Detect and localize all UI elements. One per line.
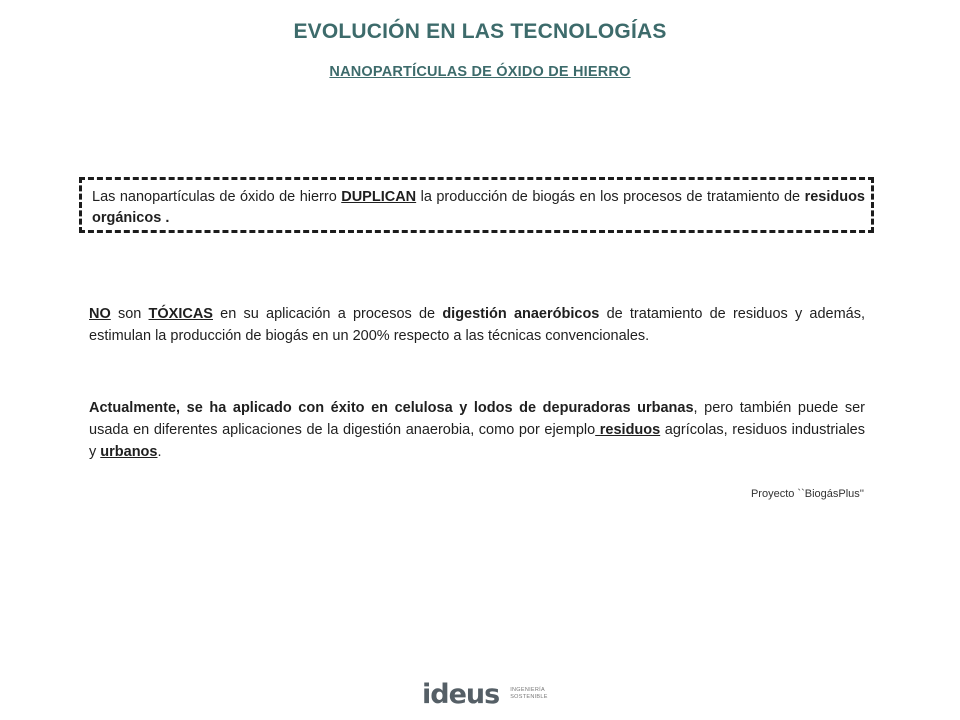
para1-text-1: son (110, 306, 149, 322)
ideus-logo (422, 677, 548, 711)
paragraph-toxicity (89, 303, 865, 347)
para1-no: NO (89, 306, 111, 322)
box-emphasis-duplican: DUPLICAN (341, 189, 417, 205)
logo-tag-line1: INGENIERÍA (510, 687, 545, 693)
logo-tag-line2: SOSTENIBLE (510, 694, 548, 700)
para1-text-2: en su aplicación a procesos de (212, 306, 443, 322)
highlight-text (92, 187, 865, 229)
para2-text-2: agrícolas, residuos industriales y (89, 422, 865, 460)
para2-residuos: residuos (595, 422, 661, 438)
para1-digestion: digestión anaeróbicos (442, 306, 600, 322)
para2-urbanos: urbanos (100, 444, 158, 460)
box-emphasis-residuos: residuos orgánicos . (92, 189, 865, 226)
logo-wordmark: ideus (422, 678, 500, 710)
logo-tagline (510, 687, 548, 701)
highlight-box (79, 177, 874, 233)
page-subtitle: NANOPARTÍCULAS DE ÓXIDO DE HIERRO (329, 64, 631, 80)
para2-text-1: , pero también puede ser usada en diferentes aplicaciones de la digestión anaerobia, como por ejemplo (89, 400, 865, 438)
para2-text-3: . (157, 444, 162, 460)
box-text-2: la producción de biogás en los procesos de tratamiento de (416, 189, 805, 205)
para1-text-3: de tratamiento de residuos y además, estimulan la producción de biogás en un 200% respecto a las técnicas convencionales. (89, 306, 866, 344)
para2-bold-intro: Actualmente, se ha aplicado con éxito en celulosa y lodos de depuradoras urbanas (89, 400, 694, 416)
paragraph-applications (89, 397, 865, 463)
box-text-1: Las nanopartículas de óxido de hierro (92, 189, 342, 205)
project-note: Proyecto ``BiogásPlus'' (750, 488, 864, 500)
para1-toxicas: TÓXICAS (148, 306, 213, 322)
page-title: EVOLUCIÓN EN LAS TECNOLOGÍAS (293, 20, 667, 43)
